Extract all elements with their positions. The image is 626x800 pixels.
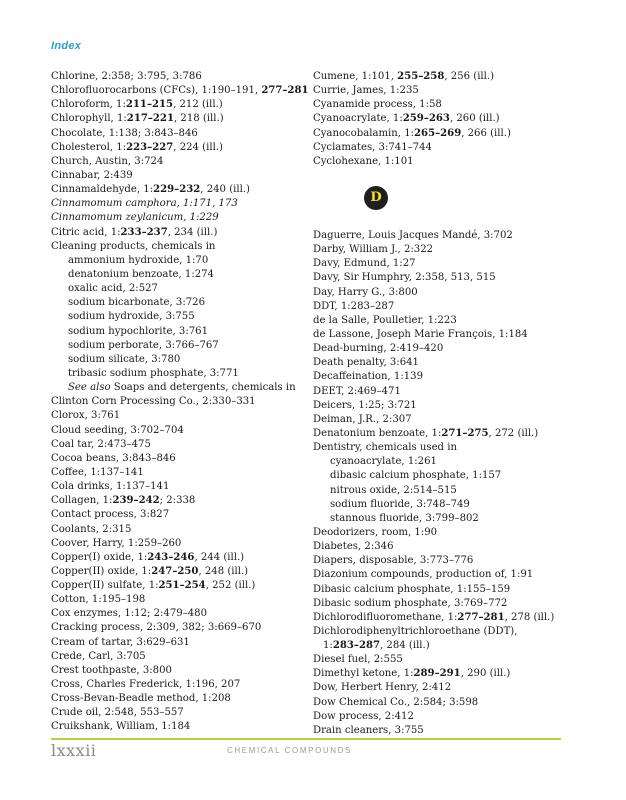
index-entry: 1:283–287, 284 (ill.) — [323, 640, 430, 652]
index-entry: Collagen, 1:239–242; 2:338 — [51, 495, 196, 507]
index-entry: Coal tar, 2:473–475 — [51, 438, 151, 450]
index-entry: See also Soaps and detergents, chemicals in — [68, 382, 296, 394]
index-entry: Crest toothpaste, 3:800 — [51, 664, 172, 676]
index-entry: Diabetes, 2:346 — [313, 541, 394, 553]
index-entry: Coover, Harry, 1:259–260 — [51, 537, 182, 549]
index-entry: sodium silicate, 3:780 — [68, 353, 181, 365]
index-entry: Deiman, J.R., 2:307 — [313, 413, 412, 425]
index-entry: Cracking process, 2:309, 382; 3:669–670 — [51, 622, 262, 634]
index-entry: Cyanocobalamin, 1:265–269, 266 (ill.) — [313, 127, 511, 139]
index-entry: Day, Harry G., 3:800 — [313, 286, 418, 298]
index-entry: Dibasic calcium phosphate, 1:155–159 — [313, 583, 511, 595]
index-entry: Davy, Sir Humphry, 2:358, 513, 515 — [313, 272, 496, 284]
index-entry: Cross, Charles Frederick, 1:196, 207 — [51, 679, 241, 691]
index-entry: ammonium hydroxide, 1:70 — [68, 254, 209, 266]
index-entry: Denatonium benzoate, 1:271–275, 272 (ill.) — [313, 427, 539, 439]
index-entry: Cyanoacrylate, 1:259–263, 260 (ill.) — [313, 113, 500, 125]
index-entry: Coolants, 2:315 — [51, 523, 132, 535]
index-entry: Cleaning products, chemicals in — [51, 240, 216, 252]
index-entry: Cyanamide process, 1:58 — [313, 99, 442, 111]
index-entry: Cinnamaldehyde, 1:229–232, 240 (ill.) — [51, 184, 250, 196]
index-entry: Church, Austin, 3:724 — [51, 155, 164, 167]
index-entry: Cocoa beans, 3:843–846 — [51, 452, 176, 464]
index-entry: Drain cleaners, 3:755 — [313, 724, 424, 736]
index-entry: Copper(II) sulfate, 1:251–254, 252 (ill.) — [51, 580, 256, 592]
index-entry: Coffee, 1:137–141 — [51, 466, 144, 478]
index-entry: Currie, James, 1:235 — [313, 85, 419, 97]
index-entry: Cholesterol, 1:223–227, 224 (ill.) — [51, 141, 223, 153]
index-entry: Crude oil, 2:548, 553–557 — [51, 707, 184, 719]
index-entry: Cross-Bevan-Beadle method, 1:208 — [51, 693, 231, 705]
index-entry: sodium perborate, 3:766–767 — [68, 339, 219, 351]
index-entry: Chlorine, 2:358; 3:795, 3:786 — [51, 71, 202, 82]
running-title: CHEMICAL COMPOUNDS — [227, 746, 352, 755]
index-entry: Dichlorodifluoromethane, 1:277–281, 278 (ill.) — [313, 611, 555, 623]
index-entry: Chocolate, 1:138; 3:843–846 — [51, 127, 198, 139]
index-entry: Chlorophyll, 1:217–221, 218 (ill.) — [51, 113, 224, 125]
index-entry: cyanoacrylate, 1:261 — [330, 456, 437, 468]
index-entry: Copper(I) oxide, 1:243–246, 244 (ill.) — [51, 551, 245, 563]
index-entry: Cream of tartar, 3:629–631 — [51, 636, 190, 648]
index-entry: Death penalty, 3:641 — [313, 357, 419, 369]
index-entry: Cumene, 1:101, 255–258, 256 (ill.) — [313, 71, 495, 82]
index-entry: Clorox, 3:761 — [51, 410, 121, 422]
index-entry: stannous fluoride, 3:799–802 — [330, 512, 479, 524]
index-entry: Cotton, 1:195–198 — [51, 594, 146, 606]
index-entry: Crede, Carl, 3:705 — [51, 650, 146, 662]
index-entry: Daguerre, Louis Jacques Mandé, 3:702 — [313, 229, 513, 241]
index-entry: Decaffeination, 1:139 — [313, 371, 423, 383]
index-entry: Cyclamates, 3:741–744 — [313, 141, 432, 153]
index-entry: Chlorofluorocarbons (CFCs), 1:190–191, 277–281 — [51, 85, 309, 97]
index-entry: Deicers, 1:25; 3:721 — [313, 399, 417, 411]
index-entry: sodium fluoride, 3:748–749 — [330, 498, 470, 510]
index-entry: Dentistry, chemicals used in — [313, 442, 457, 454]
index-entry: Darby, William J., 2:322 — [313, 244, 434, 256]
index-entry: Cloud seeding, 3:702–704 — [51, 424, 184, 436]
index-entry: DDT, 1:283–287 — [313, 300, 395, 312]
index-group-c-continued — [313, 70, 583, 169]
index-header: Index — [51, 40, 82, 52]
index-entry: sodium hydroxide, 3:755 — [68, 311, 195, 323]
index-entry: Dow Chemical Co., 2:584; 3:598 — [313, 696, 479, 708]
index-entry: Cinnamomum zeylanicum, 1:229 — [51, 212, 219, 224]
index-entry: Diazonium compounds, production of, 1:91 — [313, 569, 534, 581]
index-entry: denatonium benzoate, 1:274 — [68, 268, 214, 280]
index-column-left — [51, 70, 309, 735]
index-entry: Davy, Edmund, 1:27 — [313, 258, 416, 270]
index-entry: sodium bicarbonate, 3:726 — [68, 297, 206, 309]
index-entry: Diesel fuel, 2:555 — [313, 654, 403, 666]
index-entry: Cox enzymes, 1:12; 2:479–480 — [51, 608, 208, 620]
index-entry: Dow process, 2:412 — [313, 710, 414, 722]
index-entry: Deodorizers, room, 1:90 — [313, 526, 438, 538]
index-entry: dibasic calcium phosphate, 1:157 — [330, 470, 502, 482]
index-entry: nitrous oxide, 2:514–515 — [330, 484, 457, 496]
index-entry: de Lassone, Joseph Marie François, 1:184 — [313, 328, 528, 340]
section-letter-badge: D — [364, 186, 388, 210]
index-entry: DEET, 2:469–471 — [313, 385, 401, 397]
index-group-d — [313, 229, 583, 738]
index-entry: Cruikshank, William, 1:184 — [51, 721, 191, 733]
page-number: lxxxii — [51, 741, 97, 760]
index-entry: oxalic acid, 2:527 — [68, 283, 158, 295]
index-entry: Chloroform, 1:211–215, 212 (ill.) — [51, 99, 223, 111]
index-entry: Citric acid, 1:233–237, 234 (ill.) — [51, 226, 218, 238]
index-entry: Clinton Corn Processing Co., 2:330–331 — [51, 396, 256, 408]
index-entry: Dimethyl ketone, 1:289–291, 290 (ill.) — [313, 668, 511, 680]
index-entry: Dow, Herbert Henry, 2:412 — [313, 682, 452, 694]
index-column-right — [313, 70, 583, 738]
index-entry: Contact process, 3:827 — [51, 509, 170, 521]
index-entry: Cyclohexane, 1:101 — [313, 155, 414, 167]
index-entry: Dichlorodiphenyltrichloroethane (DDT), — [313, 625, 518, 637]
index-entry: tribasic sodium phosphate, 3:771 — [68, 367, 239, 379]
index-entry: Copper(II) oxide, 1:247–250, 248 (ill.) — [51, 565, 249, 577]
index-entry: Cinnabar, 2:439 — [51, 169, 133, 181]
index-entry: Cola drinks, 1:137–141 — [51, 481, 170, 493]
index-entry: Cinnamomum camphora, 1:171, 173 — [51, 198, 238, 210]
index-entry: Dead-burning, 2:419–420 — [313, 343, 444, 355]
index-entry: sodium hypochlorite, 3:761 — [68, 325, 209, 337]
index-entry: Dibasic sodium phosphate, 3:769–772 — [313, 597, 508, 609]
index-entry: de la Salle, Poulletier, 1:223 — [313, 314, 457, 326]
index-entry: Diapers, disposable, 3:773–776 — [313, 555, 474, 567]
footer-rule — [51, 738, 561, 740]
